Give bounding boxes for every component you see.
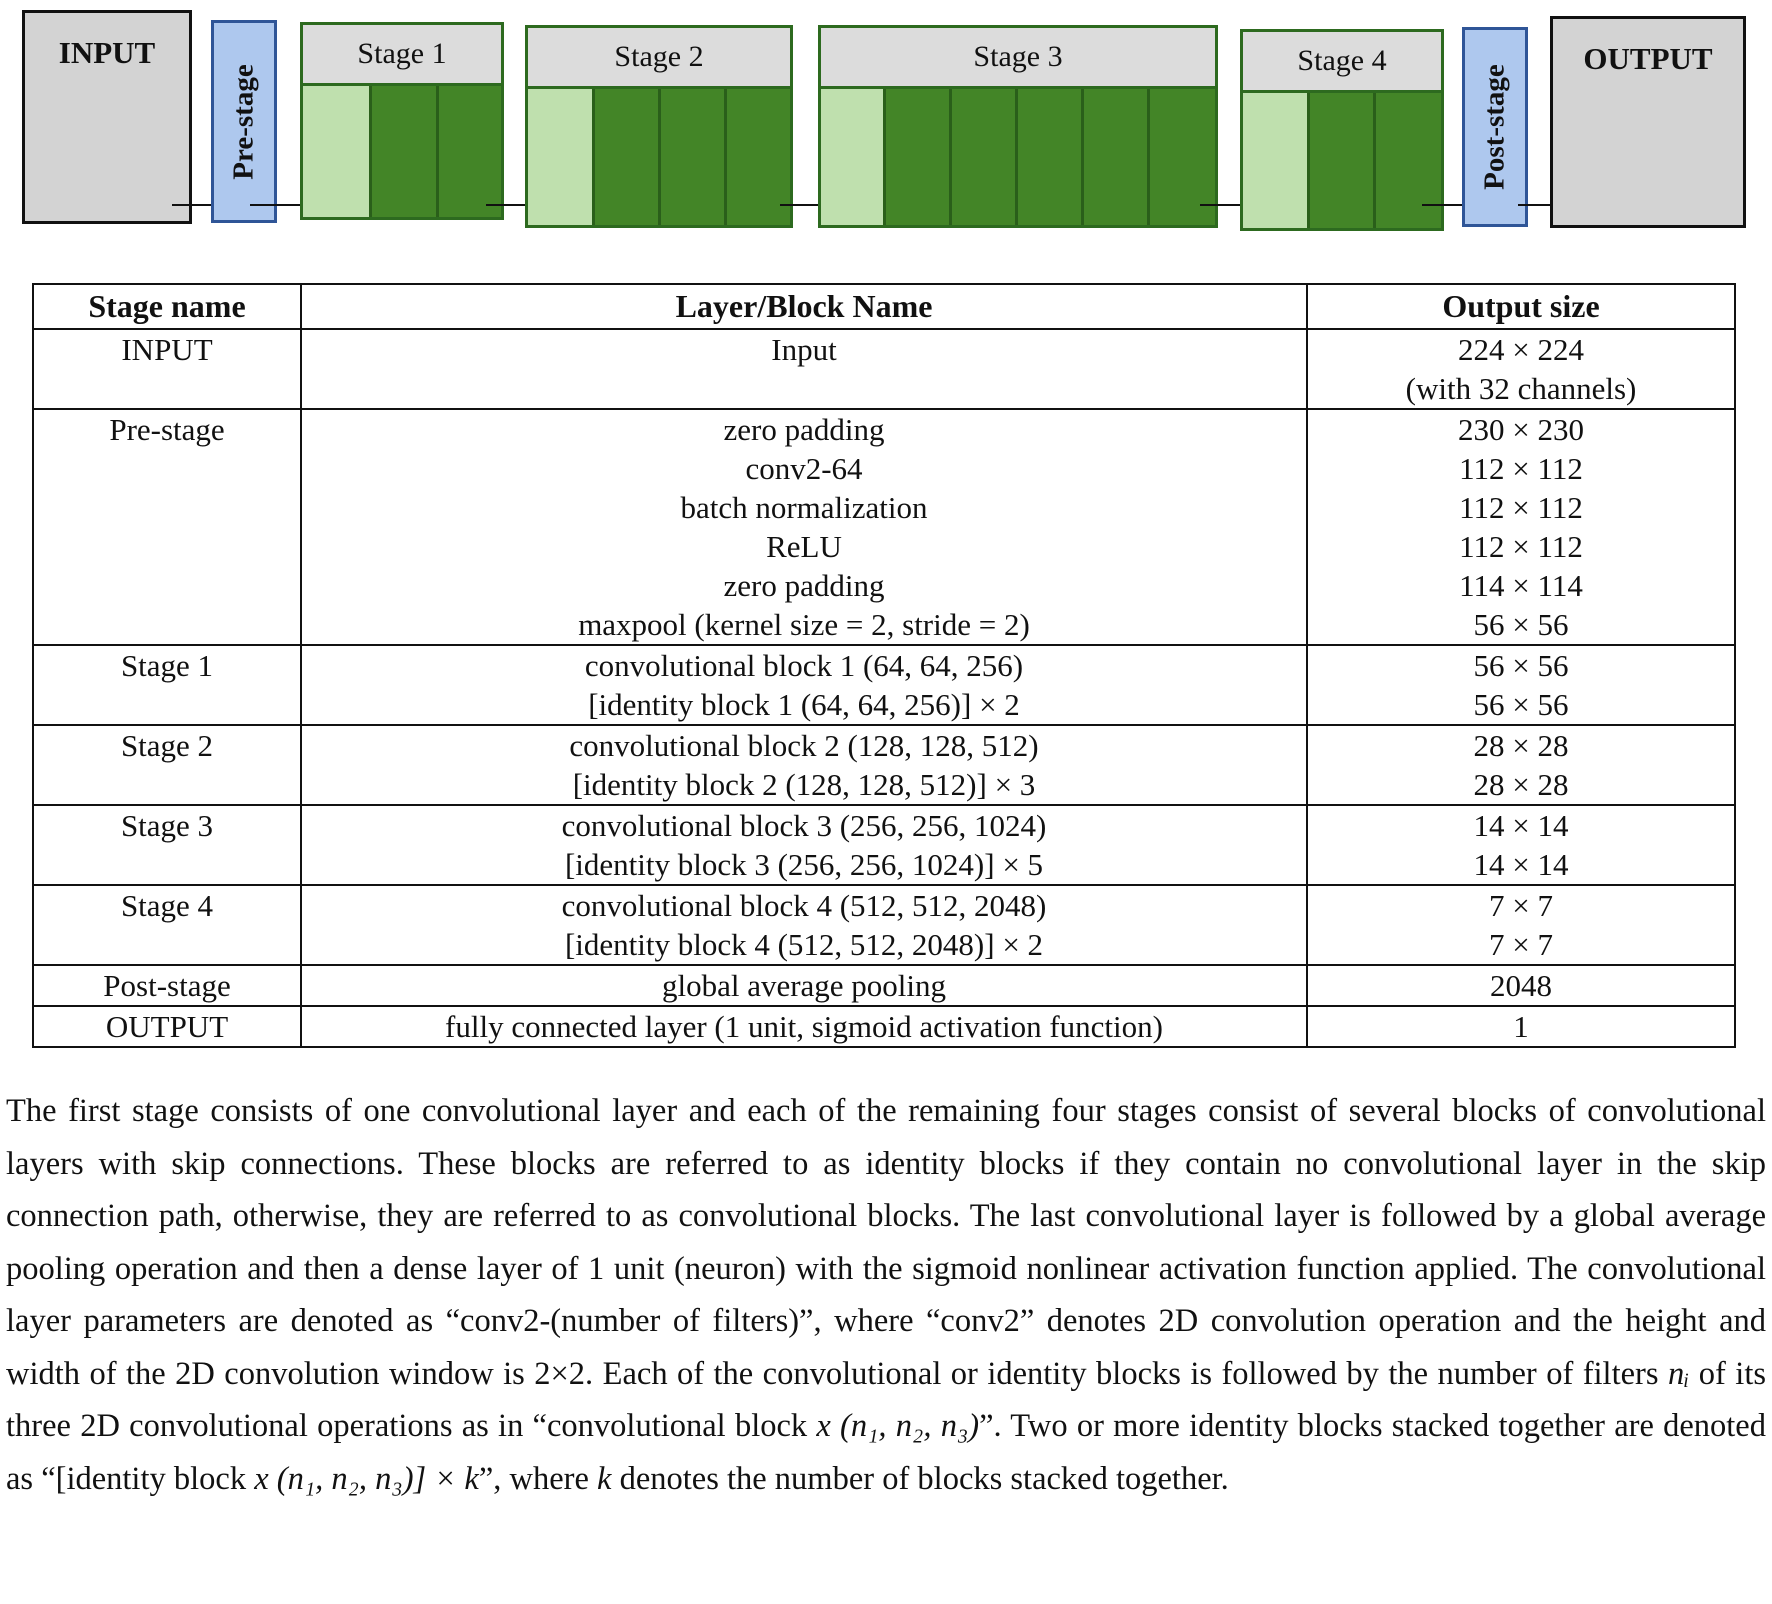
cell-layer-block-name: [301, 1006, 1307, 1047]
cell-layer-block-name-line: maxpool (kernel size = 2, stride = 2): [578, 607, 1030, 642]
architecture-diagram: [0, 0, 1772, 240]
cell-output-size-line: 14 × 14: [1473, 808, 1569, 843]
cell-output-size-line: 2048: [1490, 968, 1552, 1003]
table-row: [33, 965, 1735, 1006]
identity-block: [1084, 89, 1150, 225]
table-row: [33, 1006, 1735, 1047]
cell-output-size-line: 114 × 114: [1459, 568, 1583, 603]
identity-block: [1018, 89, 1084, 225]
cell-stage-name: Stage 2: [33, 725, 301, 805]
cell-output-size-line: 28 × 28: [1473, 728, 1569, 763]
header-layer-block-name: Layer/Block Name: [301, 284, 1307, 329]
cell-output-size: [1307, 965, 1735, 1006]
cell-output-size-line: 56 × 56: [1473, 607, 1569, 642]
cell-output-size-line: (with 32 channels): [1405, 371, 1637, 406]
cell-output-size: [1307, 409, 1735, 645]
cell-layer-block-name-line: global average pooling: [661, 968, 947, 1003]
cell-layer-block-name-line: [identity block 4 (512, 512, 2048)] × 2: [564, 927, 1044, 962]
math-k: k: [597, 1460, 612, 1497]
math-identity-block: x (n₁, n₂, n₃)] × k: [254, 1460, 479, 1497]
cell-stage-name: Stage 1: [33, 645, 301, 725]
output-label: OUTPUT: [1583, 41, 1713, 76]
cell-stage-name: Post-stage: [33, 965, 301, 1006]
table-row: [33, 409, 1735, 645]
cell-output-size-line: 224 × 224: [1458, 332, 1584, 367]
cell-output-size: [1307, 725, 1735, 805]
cell-stage-name: Stage 3: [33, 805, 301, 885]
identity-block: [886, 89, 952, 225]
cell-layer-block-name: [301, 725, 1307, 805]
stage-4-box: [1240, 29, 1444, 231]
post-stage-label: Post-stage: [1478, 64, 1511, 190]
cell-output-size-line: 112 × 112: [1459, 451, 1583, 486]
identity-block: [595, 89, 661, 225]
paragraph-text: ”. Two or more identity blocks stacked together are denoted as “[identity block: [6, 1408, 1766, 1497]
description-paragraph: [6, 1085, 1766, 1505]
cell-layer-block-name-line: batch normalization: [680, 490, 928, 525]
cell-output-size-line: 7 × 7: [1489, 927, 1553, 962]
cell-layer-block-name-line: [identity block 2 (128, 128, 512)] × 3: [572, 767, 1036, 802]
identity-block: [661, 89, 727, 225]
identity-block: [952, 89, 1018, 225]
table-row: [33, 885, 1735, 965]
cell-layer-block-name-line: convolutional block 4 (512, 512, 2048): [561, 888, 1047, 923]
cell-output-size: [1307, 1006, 1735, 1047]
paragraph-text: The first stage consists of one convolutional layer and each of the remaining four stages consist of several blocks of convolutional layers with skip connections. These blocks are referred to as identity blocks if they contain no convolutional layer in the skip connection path, otherwise, they are referred to as convolutional blocks. The last convolutional layer is followed by a global average pooling operation and then a dense layer of 1 unit (neuron) with the sigmoid nonlinear activation function applied. The convolutional layer parameters are denoted as “conv2-(number of filters)”, where “conv2” denotes 2D convolution operation and the height and width of the 2D convolution window is 2×2. Each of the convolutional or identity blocks is followed by the number of filters: [6, 1093, 1766, 1392]
cell-output-size: [1307, 885, 1735, 965]
cell-layer-block-name: [301, 409, 1307, 645]
cell-layer-block-name-line: zero padding: [723, 568, 885, 603]
convolutional-block: [303, 86, 372, 217]
cell-output-size: [1307, 805, 1735, 885]
cell-output-size-line: 230 × 230: [1458, 412, 1584, 447]
identity-block: [1376, 93, 1441, 228]
cell-layer-block-name-line: zero padding: [723, 412, 885, 447]
cell-layer-block-name-line: [identity block 1 (64, 64, 256)] × 2: [588, 687, 1020, 722]
convolutional-block: [1243, 93, 1310, 228]
pre-stage-box: [211, 20, 277, 223]
cell-layer-block-name-line: [identity block 3 (256, 256, 1024)] × 5: [564, 847, 1044, 882]
convolutional-block: [528, 89, 595, 225]
cell-stage-name: Stage 4: [33, 885, 301, 965]
cell-output-size: [1307, 329, 1735, 409]
table-row: [33, 805, 1735, 885]
cell-output-size-line: 7 × 7: [1489, 888, 1553, 923]
cell-layer-block-name-line: Input: [771, 332, 837, 367]
post-stage-box: [1462, 27, 1528, 227]
paragraph-text: denotes the number of blocks stacked together.: [611, 1460, 1229, 1497]
cell-stage-name: INPUT: [33, 329, 301, 409]
identity-block: [372, 86, 439, 217]
cell-output-size-line: 56 × 56: [1473, 648, 1569, 683]
cell-output-size-line: 1: [1513, 1009, 1529, 1044]
table-header-row: [33, 284, 1735, 329]
identity-block: [1310, 93, 1376, 228]
stage-2-box: [525, 25, 793, 228]
identity-block: [439, 86, 501, 217]
cell-output-size-line: 14 × 14: [1473, 847, 1569, 882]
pre-stage-label: Pre-stage: [227, 63, 260, 180]
cell-layer-block-name-line: convolutional block 2 (128, 128, 512): [569, 728, 1039, 763]
paragraph-text: ”, where: [478, 1460, 598, 1497]
stage-3-header: Stage 3: [821, 28, 1215, 89]
math-ni: nᵢ: [1667, 1355, 1690, 1392]
paragraph-text: of its three 2D convolutional operations as in “convolutional block: [6, 1355, 1767, 1444]
cell-layer-block-name-line: convolutional block 1 (64, 64, 256): [584, 648, 1024, 683]
stage-4-header: Stage 4: [1243, 32, 1441, 93]
cell-layer-block-name: [301, 965, 1307, 1006]
stage-1-box: [300, 22, 504, 220]
convolutional-block: [821, 89, 886, 225]
header-stage-name: Stage name: [33, 284, 301, 329]
architecture-table: [32, 283, 1736, 1048]
stage-3-box: [818, 25, 1218, 228]
cell-output-size-line: 112 × 112: [1459, 490, 1583, 525]
cell-output-size: [1307, 645, 1735, 725]
output-box: [1550, 16, 1746, 228]
cell-output-size-line: 28 × 28: [1473, 767, 1569, 802]
cell-layer-block-name: [301, 885, 1307, 965]
stage-1-header: Stage 1: [303, 25, 501, 86]
cell-output-size-line: 56 × 56: [1473, 687, 1569, 722]
table-row: [33, 645, 1735, 725]
table-row: [33, 725, 1735, 805]
cell-layer-block-name-line: fully connected layer (1 unit, sigmoid activation function): [445, 1009, 1163, 1044]
cell-layer-block-name: [301, 329, 1307, 409]
input-box: [22, 10, 192, 224]
cell-output-size-line: 112 × 112: [1459, 529, 1583, 564]
cell-layer-block-name-line: convolutional block 3 (256, 256, 1024): [561, 808, 1047, 843]
cell-layer-block-name: [301, 805, 1307, 885]
cell-layer-block-name-line: conv2-64: [745, 451, 863, 486]
cell-stage-name: OUTPUT: [33, 1006, 301, 1047]
cell-layer-block-name: [301, 645, 1307, 725]
input-label: INPUT: [58, 35, 156, 70]
cell-stage-name: Pre-stage: [33, 409, 301, 645]
header-output-size: Output size: [1307, 284, 1735, 329]
stage-2-header: Stage 2: [528, 28, 790, 89]
cell-layer-block-name-line: ReLU: [766, 529, 842, 564]
table-row: [33, 329, 1735, 409]
math-conv-block: x (n₁, n₂, n₃): [816, 1408, 980, 1444]
